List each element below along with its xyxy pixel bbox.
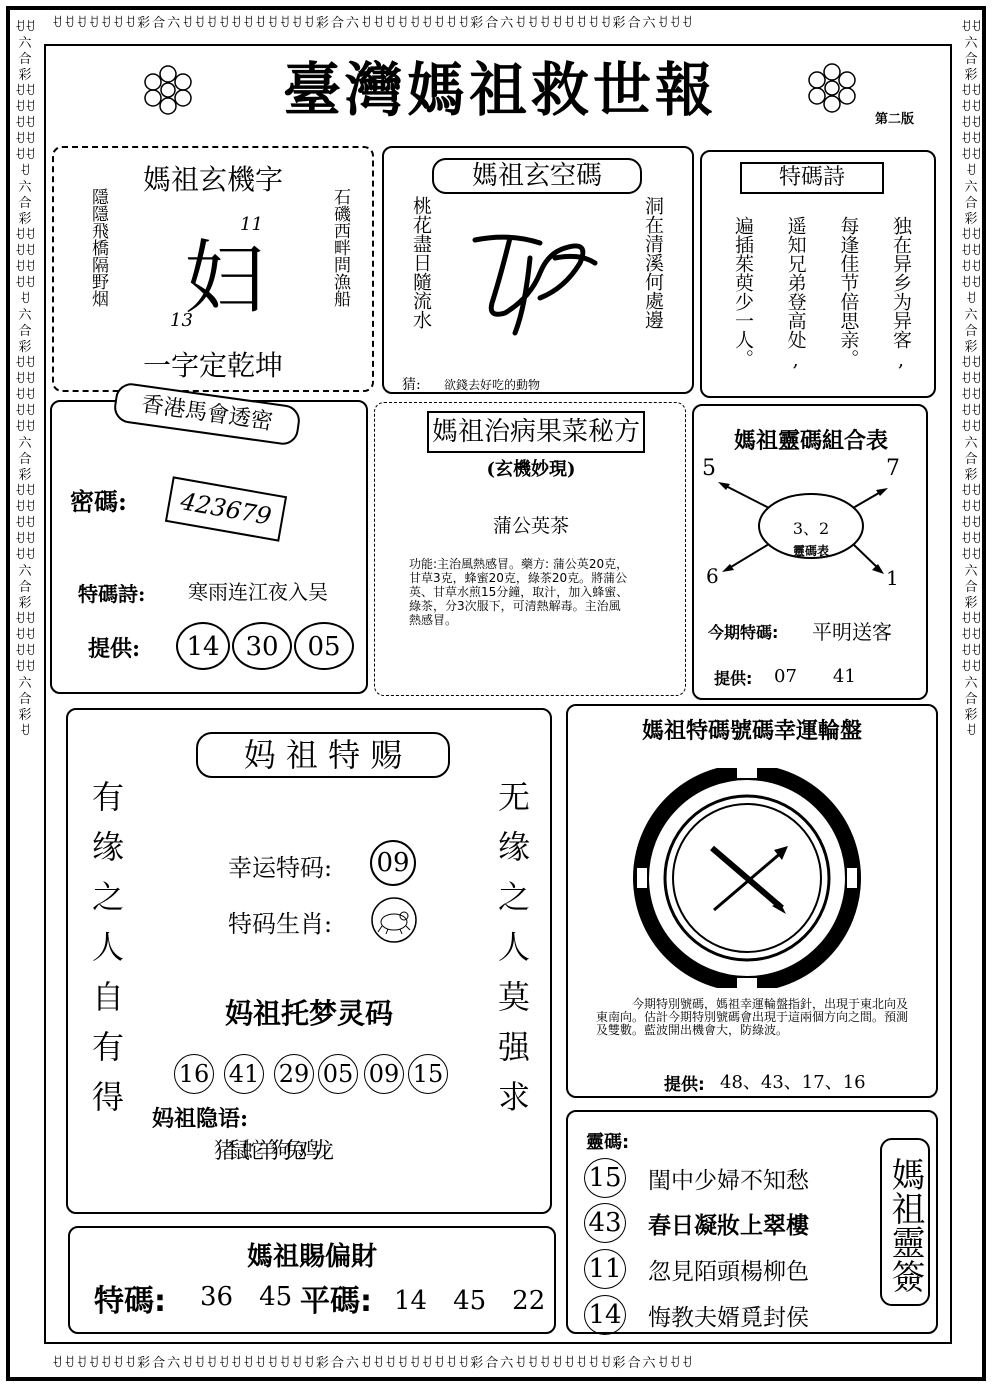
- hk-horse-number-3: 05: [294, 622, 354, 670]
- ling-ma-num-bottom-right: 1: [886, 566, 899, 590]
- border-strip-top: ꀀꀀꀀꀀꀀꀀꀀ彩合六ꀀꀀꀀꀀꀀꀀꀀꀀꀀꀀꀀ彩合六ꀀꀀꀀꀀꀀꀀꀀꀀꀀ彩合六ꀀꀀꀀꀀꀀꀀꀀꀀ彩合六ꀀꀀꀀ: [52, 16, 694, 31]
- ling-ma-num-top-left: 5: [702, 456, 716, 481]
- tema-poem-line-4: 遍插茱萸少一人。: [732, 216, 754, 368]
- wheel-provide-label: 提供:: [664, 1075, 705, 1095]
- special-gift-lucky-label: 幸运特码:: [228, 854, 333, 882]
- lingma-line-num: 14: [584, 1295, 626, 1335]
- xuankong-ma-left-verse: 桃花盡日隨流水: [410, 196, 432, 329]
- xuanji-zi-num-bottom: 13: [170, 310, 193, 331]
- dream-number-1: 16: [174, 1054, 214, 1094]
- hk-horse-poem: 寒雨连江夜入吴: [188, 580, 328, 604]
- remedy-name: 蒲公英茶: [492, 515, 569, 537]
- xuanji-zi-right-verse: 石磯西畔問漁船: [330, 188, 350, 307]
- tema-poem-columns: [732, 216, 912, 386]
- xuankong-scribble-glyph: [470, 218, 600, 338]
- ling-ma-tema-value: 平明送客: [812, 620, 892, 644]
- xuankong-guess-label: 猜:: [402, 377, 421, 393]
- ling-ma-center-nums: 3、2: [792, 519, 830, 538]
- hk-horse-title: 香港馬會透密: [112, 381, 302, 446]
- ling-ma-num-top-right: 7: [886, 456, 900, 481]
- lingma-side-title: 媽祖靈簽: [880, 1138, 930, 1306]
- newspaper-title: 臺灣媽祖救世報: [282, 56, 717, 124]
- border-strip-right: ꀀꀀ六合彩ꀀꀀꀀꀀꀀꀀꀀꀀꀀꀀꀀ六合彩ꀀꀀꀀꀀꀀꀀꀀꀀꀀ六合彩ꀀꀀꀀꀀꀀꀀꀀꀀꀀꀀ六合彩ꀀꀀꀀꀀꀀꀀꀀꀀꀀꀀ六合彩ꀀꀀꀀꀀꀀꀀꀀꀀ六合彩ꀀ: [960, 20, 982, 739]
- hk-horse-code-label: 密碼:: [70, 487, 127, 516]
- xuanji-zi-num-top: 11: [240, 214, 263, 235]
- xuanji-zi-left-verse: 隱隱飛橋隔野烟: [88, 188, 108, 307]
- special-gift-left-verse: 有缘之人自有得: [87, 780, 125, 1130]
- special-gift-lucky-num: 09: [370, 840, 416, 886]
- dream-number-6: 15: [408, 1054, 448, 1094]
- lingma-line-3: [584, 1246, 809, 1292]
- dream-number-2: 41: [224, 1054, 264, 1094]
- windfall-title: 媽祖賜偏財: [246, 1242, 377, 1272]
- xuanji-zi-box: [52, 146, 374, 392]
- lingma-poem-lines: [584, 1156, 809, 1338]
- lingma-line-2: [584, 1200, 809, 1246]
- special-gift-zodiac-label: 特码生肖:: [228, 910, 333, 938]
- dream-number-5: 09: [364, 1054, 404, 1094]
- lingma-poem-label: 靈碼:: [586, 1132, 630, 1153]
- remedy-title: 媽祖治病果菜秘方: [427, 411, 645, 453]
- flower-ornament-right: [804, 60, 860, 116]
- hk-horse-number-1: 14: [176, 622, 230, 670]
- xuankong-ma-title: 媽祖玄空碼: [432, 158, 642, 194]
- special-gift-dream-title: 妈祖托梦灵码: [224, 997, 393, 1030]
- remedy-box: [374, 402, 686, 696]
- tema-poem-box: [700, 150, 936, 398]
- lingma-poem-box: [566, 1110, 938, 1334]
- windfall-pingma-label: 平碼:: [300, 1284, 372, 1319]
- remedy-description: 功能:主治風熱感冒。藥方: 蒲公英20克，甘草3克，蜂蜜20克，綠茶20克。將蒲公英、甘草水煎15分鐘，取汁，加入蜂蜜、綠茶，分3次服下，可清熱解毒。主治風熱感冒。: [409, 557, 629, 627]
- wheel-description: 今期特別號碼，媽祖幸運輪盤指針，出現于東北向及東南向。估計今期特別號碼會出現于這兩個方向之間。預測及雙數。藍波開出機會大，防綠波。: [596, 997, 909, 1037]
- special-gift-hidden-label: 妈祖隐语:: [152, 1106, 249, 1132]
- lingma-line-text: 春日凝妝上翠樓: [648, 1211, 809, 1239]
- remedy-subtitle: (玄機妙現): [486, 459, 576, 480]
- wheel-provide-values: 48、43、17、16: [720, 1072, 866, 1093]
- lingma-line-1: [584, 1156, 809, 1200]
- xuankong-ma-right-verse: 洞在清溪何處邊: [642, 196, 664, 329]
- special-gift-dream-numbers: [174, 1054, 448, 1094]
- lingma-line-num: 15: [584, 1158, 626, 1198]
- hk-horse-numbers: [176, 622, 356, 670]
- hk-horse-number-2: 30: [232, 622, 292, 670]
- xuanji-zi-footer: 一字定乾坤: [142, 349, 283, 382]
- special-gift-box: [66, 708, 552, 1214]
- windfall-box: [68, 1226, 556, 1334]
- border-strip-left: ꀀꀀ六合彩ꀀꀀꀀꀀꀀꀀꀀꀀꀀꀀꀀ六合彩ꀀꀀꀀꀀꀀꀀꀀꀀꀀ六合彩ꀀꀀꀀꀀꀀꀀꀀꀀꀀꀀ六合彩ꀀꀀꀀꀀꀀꀀꀀꀀꀀꀀ六合彩ꀀꀀꀀꀀꀀꀀꀀꀀ六合彩ꀀ: [14, 20, 36, 739]
- hk-horse-code: 423679: [165, 476, 287, 541]
- zodiac-animal-icon: [370, 896, 418, 944]
- lingma-line-num: 11: [584, 1249, 626, 1289]
- xuankong-guess-text: 欲錢去好吃的動物: [444, 378, 541, 392]
- ling-ma-table-title: 媽祖靈碼組合表: [733, 429, 888, 454]
- tema-poem-line-2: 每逢佳节倍思亲。: [837, 216, 860, 368]
- special-gift-title: 妈 祖 特 赐: [196, 732, 450, 778]
- special-gift-hidden-text: 猪鼠蛇羊狗兔鸡龙: [214, 1139, 327, 1164]
- lucky-wheel-graphic: [632, 768, 862, 988]
- lingma-line-num: 43: [584, 1203, 626, 1243]
- ling-ma-provide-label: 提供:: [714, 669, 753, 688]
- lingma-line-text: 閨中少婦不知愁: [648, 1167, 809, 1194]
- xuanji-zi-char: 妇: [184, 232, 264, 325]
- xuankong-ma-box: [382, 146, 694, 394]
- ling-ma-table-box: [692, 404, 928, 700]
- ling-ma-tema-label: 今期特碼:: [708, 623, 779, 642]
- windfall-pingma-values: 14 45 22: [394, 1286, 546, 1316]
- lingma-line-4: [584, 1292, 809, 1338]
- tema-poem-line-1: 独在异乡为异客,: [889, 216, 912, 371]
- ling-ma-num-bottom-left: 6: [706, 564, 719, 588]
- tema-poem-title: 特碼詩: [740, 162, 884, 194]
- lingma-line-text: 悔教夫婿覓封侯: [648, 1304, 809, 1331]
- windfall-tema-values: 36 45: [200, 1282, 293, 1312]
- lingma-line-text: 忽見陌頭楊柳色: [648, 1258, 809, 1285]
- special-gift-right-verse: 无缘之人莫强求: [493, 780, 531, 1130]
- ling-ma-center-label: 靈碼表: [792, 544, 829, 558]
- flower-ornament-left: [140, 62, 196, 118]
- edition-label: 第二版: [875, 112, 915, 127]
- xuanji-zi-title: 媽祖玄機字: [142, 163, 283, 196]
- hk-horse-box: [50, 391, 368, 694]
- hk-horse-poem-label: 特碼詩:: [78, 582, 146, 606]
- dream-number-3: 29: [274, 1054, 314, 1094]
- dream-number-4: 05: [318, 1054, 358, 1094]
- ling-ma-provide-values: 07 41: [774, 666, 856, 687]
- border-strip-bottom: ꀀꀀꀀꀀꀀꀀꀀ彩合六ꀀꀀꀀꀀꀀꀀꀀꀀꀀꀀꀀ彩合六ꀀꀀꀀꀀꀀꀀꀀꀀꀀ彩合六ꀀꀀꀀꀀꀀꀀꀀꀀ彩合六ꀀꀀꀀ: [52, 1356, 694, 1371]
- wheel-box: [566, 704, 938, 1098]
- wheel-title: 媽祖特碼號碼幸運輪盤: [641, 719, 862, 744]
- windfall-tema-label: 特碼:: [94, 1284, 166, 1319]
- tema-poem-line-3: 遥知兄弟登高处,: [784, 216, 807, 371]
- hk-horse-provide-label: 提供:: [88, 636, 141, 662]
